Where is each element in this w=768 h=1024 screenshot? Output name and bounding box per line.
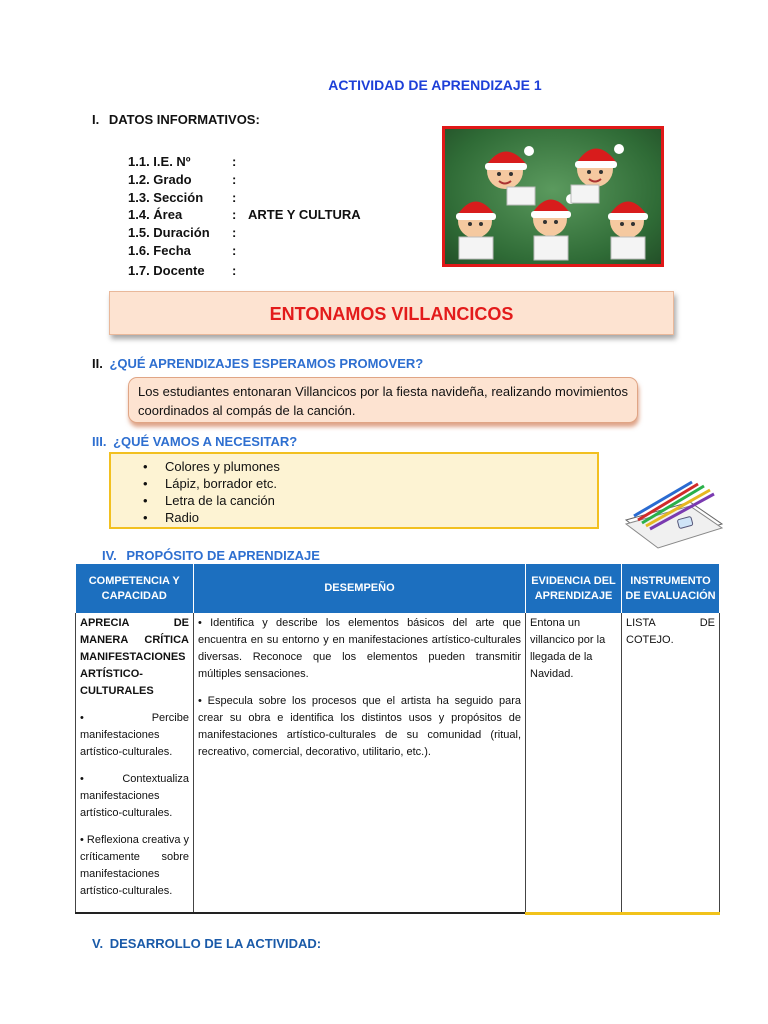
section-1-label: DATOS INFORMATIVOS: <box>108 112 260 127</box>
capacidad-item: • Reflexiona creativa y críticamente sobre manifestaciones artístico-culturales. <box>80 834 190 897</box>
instrumento-cell: LISTA DE COTEJO. <box>622 613 720 913</box>
capacidad-item: • Percibe manifestaciones artístico-culturales. <box>80 712 189 758</box>
section-5-number: V. <box>92 936 104 951</box>
section-3-heading <box>92 434 297 449</box>
desempeno-item: • Especula sobre los procesos que el artista ha seguido para crear su obra e identifica los distintos usos y propósitos de manifestaciones artístico-culturales de su comunidad (ritual, recreativo, comercial, decorativo, utilitario, etc.). <box>198 695 521 758</box>
purpose-table <box>75 564 720 915</box>
section-4-label: PROPÓSITO DE APRENDIZAJE <box>126 548 320 563</box>
info-row-duracion: 1.5. Duración : <box>128 225 237 240</box>
table-row <box>76 613 720 913</box>
info-row-fecha: 1.6. Fecha : <box>128 243 237 258</box>
section-5-label: DESARROLLO DE LA ACTIVIDAD: <box>109 936 322 951</box>
table-header-row <box>76 564 720 613</box>
section-3-number: III. <box>92 434 107 449</box>
competencia-cell <box>76 613 194 913</box>
evidencia-cell: Entona un villancico por la llegada de la Navidad. <box>526 613 622 913</box>
section-2-label: ¿QUÉ APRENDIZAJES ESPERAMOS PROMOVER? <box>109 356 424 371</box>
section-5-heading <box>92 936 321 951</box>
section-1-heading <box>92 112 260 127</box>
carol-singers-image <box>442 126 664 267</box>
list-item: • Letra de la canción <box>165 492 597 509</box>
page-title: ACTIVIDAD DE APRENDIZAJE 1 <box>328 77 542 93</box>
desempeno-item: • Identifica y describe los elementos básicos del arte que encuentra en su entorno y en manifestaciones artístico-culturales diversas. Reconoce que los elementos pueden transmitir múltiples sensaciones. <box>198 617 521 680</box>
materials-list <box>111 458 597 526</box>
info-row-grado: 1.2. Grado : <box>128 172 237 187</box>
info-row-seccion: 1.3. Sección : <box>128 190 237 205</box>
info-row-docente: 1.7. Docente : <box>128 263 237 278</box>
header-desempeno: DESEMPEÑO <box>194 564 526 613</box>
section-1-number: I. <box>92 112 100 127</box>
header-instrumento: INSTRUMENTO DE EVALUACIÓN <box>622 564 720 613</box>
header-evidencia: EVIDENCIA DEL APRENDIZAJE <box>526 564 622 613</box>
info-row-area: 1.4. Área : ARTE Y CULTURA <box>128 207 361 222</box>
capacidad-item: • Contextualiza manifestaciones artístico-culturales. <box>80 773 189 819</box>
section-4-number: IV. <box>102 548 117 563</box>
school-supplies-icon <box>620 472 728 552</box>
header-competencia: COMPETENCIA Y CAPACIDAD <box>76 564 194 613</box>
section-2-heading <box>92 356 423 371</box>
info-row-ie: 1.1. I.E. Nº : <box>128 154 237 169</box>
section-2-number: II. <box>92 356 103 371</box>
section-3-label: ¿QUÉ VAMOS A NECESITAR? <box>113 434 298 449</box>
desempeno-cell <box>194 613 526 913</box>
section-4-heading <box>102 548 320 563</box>
list-item: • Radio <box>165 509 597 526</box>
materials-box <box>109 452 599 529</box>
list-item: • Colores y plumones <box>165 458 597 475</box>
learning-goal-box: Los estudiantes entonaran Villancicos por la fiesta navideña, realizando movimientos coordinados al compás de la canción. <box>128 377 638 423</box>
area-value: ARTE Y CULTURA <box>248 207 361 222</box>
competencia-title: APRECIA DE MANERA CRÍTICA MANIFESTACIONES ARTÍSTICO-CULTURALES <box>80 617 189 697</box>
list-item: • Lápiz, borrador etc. <box>165 475 597 492</box>
activity-banner: ENTONAMOS VILLANCICOS <box>109 291 674 335</box>
